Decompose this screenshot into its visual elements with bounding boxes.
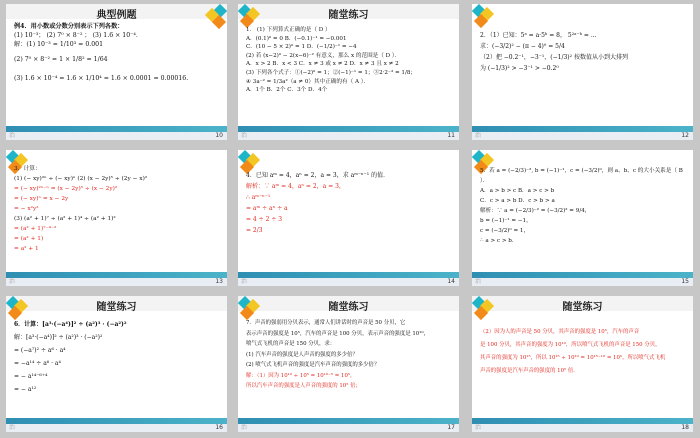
slide-number: 16 [215, 424, 223, 431]
footer-decoration: 治 [9, 132, 16, 139]
answer-line: = (−a⁷)² ÷ a⁶ · a⁴ [14, 347, 66, 354]
slide-content [480, 326, 685, 378]
answer-line: 是 100 分贝，其声音的强度为 10¹⁰，所以喷气式飞机的声音是 150 分贝， [480, 342, 661, 348]
option-line: A．x > 2 B．x < 3 C．x ≠ 3 或 x ≠ 2 D．x ≠ 3 且 x ≠ 2 [246, 61, 399, 68]
footer-strip [6, 424, 227, 432]
answer-line: = −a¹⁴ ÷ a⁶ · a⁴ [14, 360, 61, 367]
footer-decoration: 治 [475, 132, 482, 139]
slide-title: 随堂练习 [562, 302, 603, 313]
slide-content [14, 164, 219, 254]
question-line: 7．声音的强弱用分贝表示，通常人们讲话时的声音是 50 分贝，它 [246, 320, 406, 326]
answer-line: 解析：∵ aᵐ = 4，aⁿ = 2，a = 3， [246, 183, 345, 190]
answer-line: 解：(1) 10⁻³ = 1/10³ = 0.001 [14, 41, 104, 48]
footer-decoration: 治 [9, 424, 16, 431]
answer-line: 解：（1）因为 10¹⁰ ÷ 10⁵ = 10¹⁰⁻⁵ = 10⁵， [246, 372, 356, 379]
slide-content [246, 170, 451, 236]
question-line: 6．计算：[a³·(−a⁴)]² ÷ (a²)³ · (−a²)² [14, 321, 127, 328]
question-line: (3) 下列各个式子：①(−2)⁰ = 1；②(−1)⁻¹ = 1；③2·2⁻³ = 1/8； [246, 69, 417, 76]
question-line: 表示声音的强度是 10⁵，汽车的声音是 100 分贝，表示声音的强度是 10¹⁰， [246, 330, 429, 337]
answer-line: = (a² + 1)⁷⁻⁴⁻² [14, 226, 57, 232]
option-line: A．a > b > c B．a > c > b [480, 188, 555, 194]
footer-strip [472, 132, 693, 140]
slide-title: 典型例题 [96, 10, 137, 21]
question-line: (2) 若 (x−2)⁰ − 2(x−6)⁻² 有意义，那么 x 的范围是（ D ）． [246, 52, 401, 59]
answer-line: 解析：∵ a = (−2/3)⁻² = (−3/2)² = 9/4， [480, 208, 591, 214]
question-line: 2．（1）已知：5ᵃ = a·5ᵇ = 8， 5²ᵃ⁻ᵇ = ... [480, 32, 597, 39]
question-line: (1) 10⁻³； (2) 7⁰ × 8⁻² ； (3) 1.6 × 10⁻⁴． [14, 32, 143, 39]
answer-line: c = (−3/2)⁰ = 1， [480, 228, 530, 234]
slide-content [246, 318, 451, 392]
slide-number: 13 [215, 278, 223, 285]
answer-line: = 4 ÷ 2 ÷ 3 [246, 216, 283, 223]
answer-line: = aᵐ ÷ aⁿ ÷ a [246, 205, 288, 212]
answer-line: （2）因为人的声音是 50 分贝，其声音的强度是 10⁵，汽车的声音 [480, 329, 640, 335]
question-line: (1) 汽车声音的强度是人声音的强度的多少倍？ [246, 351, 358, 358]
slide-number: 17 [447, 424, 455, 431]
option-line: C．c > a > b D．c > b > a [480, 198, 555, 204]
answer-line: = a² + 1 [14, 246, 39, 252]
footer-decoration: 治 [241, 278, 248, 285]
footer-strip [472, 278, 693, 286]
slide-number: 18 [681, 424, 689, 431]
footer-strip [6, 132, 227, 140]
question-line: (3) (a² + 1)⁷ ÷ (a² + 1)⁴ ÷ (a² + 1)² [14, 216, 116, 222]
answer-line: = (− xy)ⁿ = x − 2y [14, 196, 69, 202]
slide-title: 随堂练习 [328, 302, 369, 313]
question-line: ④ 3a⁻² = 1/3a²（a ≠ 0）其中正确的有（ A ）． [246, 78, 370, 85]
footer-decoration: 治 [9, 278, 16, 285]
question-line: 5．若 a = (−2/3)⁻², b = (−1)⁻¹，c = (−3/2)⁰，则 a、b、c 的大小关系是（ B ）． [480, 168, 683, 184]
footer-strip [238, 424, 459, 432]
slide-title: 随堂练习 [328, 10, 369, 21]
example-heading: 例4．用小数或分数分别表示下列各数： [14, 23, 124, 30]
answer-line: (3) 1.6 × 10⁻⁴ = 1.6 × 1/10⁴ = 1.6 × 0.0001 = 0.00016. [14, 75, 189, 82]
slide-title: 随堂练习 [96, 302, 137, 313]
option-line: A．(0.1)⁰ = 0 B．(−0.1)⁻¹ = −0.001 [246, 35, 347, 42]
slide-content [14, 22, 219, 83]
footer-strip [238, 132, 459, 140]
question-line: 喷气式飞机的声音是 150 分贝，求： [246, 341, 336, 347]
answer-line: = (− xy)²ⁿ⁻ⁿ = (x − 2y)⁵ ÷ (x − 2y)² [14, 186, 118, 192]
footer-decoration: 治 [475, 424, 482, 431]
answer-line: 求：(−3/2)² − (π − 4)⁰ = 5/4 [480, 43, 565, 50]
slide-number: 10 [215, 132, 223, 139]
answer-line: = − a¹² [14, 386, 37, 393]
footer-strip [238, 278, 459, 286]
answer-line: b = (−1)⁻¹ = −1， [480, 218, 532, 224]
slide-number: 15 [681, 278, 689, 285]
answer-line: 声音的强度是汽车声音的强度的 10⁵ 倍． [480, 368, 579, 374]
answer-line: 解：[a³·(−a⁴)]² ÷ (a²)³ · (−a²)² [14, 334, 103, 341]
slide-number: 14 [447, 278, 455, 285]
answer-line: 为 (−1/3)² > −3⁻¹ > −0.2⁰ [480, 65, 559, 72]
answer-line: ∴ a > c > b． [480, 238, 518, 244]
question-line: （2）把 −0.2⁻¹，−3⁻¹，(−1/3)² 按数值从小到大排列 [480, 54, 628, 61]
footer-strip [472, 424, 693, 432]
answer-line: = (a² + 1) [14, 236, 44, 242]
option-line: A．1个 B．2个 C．3个 D．4个 [246, 87, 328, 94]
question-line: 3．计算： [14, 166, 41, 172]
answer-line: = − a¹⁴⁻⁶⁺⁴ [14, 373, 48, 380]
slide-thumbnail-14[interactable] [238, 150, 459, 286]
question-line: (2) 喷气式飞机声音的强度是汽车声音的强度的多少倍？ [246, 362, 380, 368]
footer-strip [6, 278, 227, 286]
footer-decoration: 治 [475, 278, 482, 285]
slide-content [14, 318, 219, 396]
option-line: C．(10 − 5 × 2)⁰ = 1 D．(−1/2)⁻¹ = −4 [246, 44, 357, 51]
slide-content [246, 26, 451, 95]
question-line: (1) (− xy)²ⁿ ÷ (− xy)ⁿ (2) (x − 2y)⁵ ÷ (2y − x)² [14, 176, 148, 182]
question-line: 1． (1) 下列算式正确的是（ D ） [246, 27, 331, 33]
slide-thumbnail-12[interactable] [472, 4, 693, 140]
slide-thumbnail-10[interactable] [6, 4, 227, 140]
answer-line: = 2/3 [246, 227, 263, 234]
answer-line: ∴ aᵐ⁻ⁿ⁻¹ [246, 194, 271, 201]
footer-decoration: 治 [241, 424, 248, 431]
slide-number: 12 [681, 132, 689, 139]
slide-thumbnail-15[interactable] [472, 150, 693, 286]
answer-line: (2) 7⁰ × 8⁻² = 1 × 1/8² = 1/64 [14, 56, 108, 63]
slide-thumbnail-18[interactable] [472, 296, 693, 432]
slide-thumbnail-11[interactable] [238, 4, 459, 140]
question-line: 4．已知 aᵐ = 4，aⁿ = 2，a = 3，求 aᵐ⁻ⁿ⁻¹ 的值． [246, 172, 390, 179]
slide-thumbnail-17[interactable] [238, 296, 459, 432]
slide-content [480, 166, 685, 246]
slide-number: 11 [447, 132, 455, 139]
slide-thumbnail-16[interactable] [6, 296, 227, 432]
footer-decoration: 治 [241, 132, 248, 139]
slide-thumbnail-13[interactable] [6, 150, 227, 286]
slide-content [480, 30, 685, 74]
answer-line: 其声音的强度为 10¹⁵，所以 10¹⁵ ÷ 10¹⁰ = 10¹⁵⁻¹⁰ = 10⁵，所以喷气式飞机 [480, 355, 666, 361]
answer-line: 所以汽车声音的强度是人声音的强度的 10⁵ 倍； [246, 383, 361, 389]
answer-line: = − x²y² [14, 206, 39, 212]
